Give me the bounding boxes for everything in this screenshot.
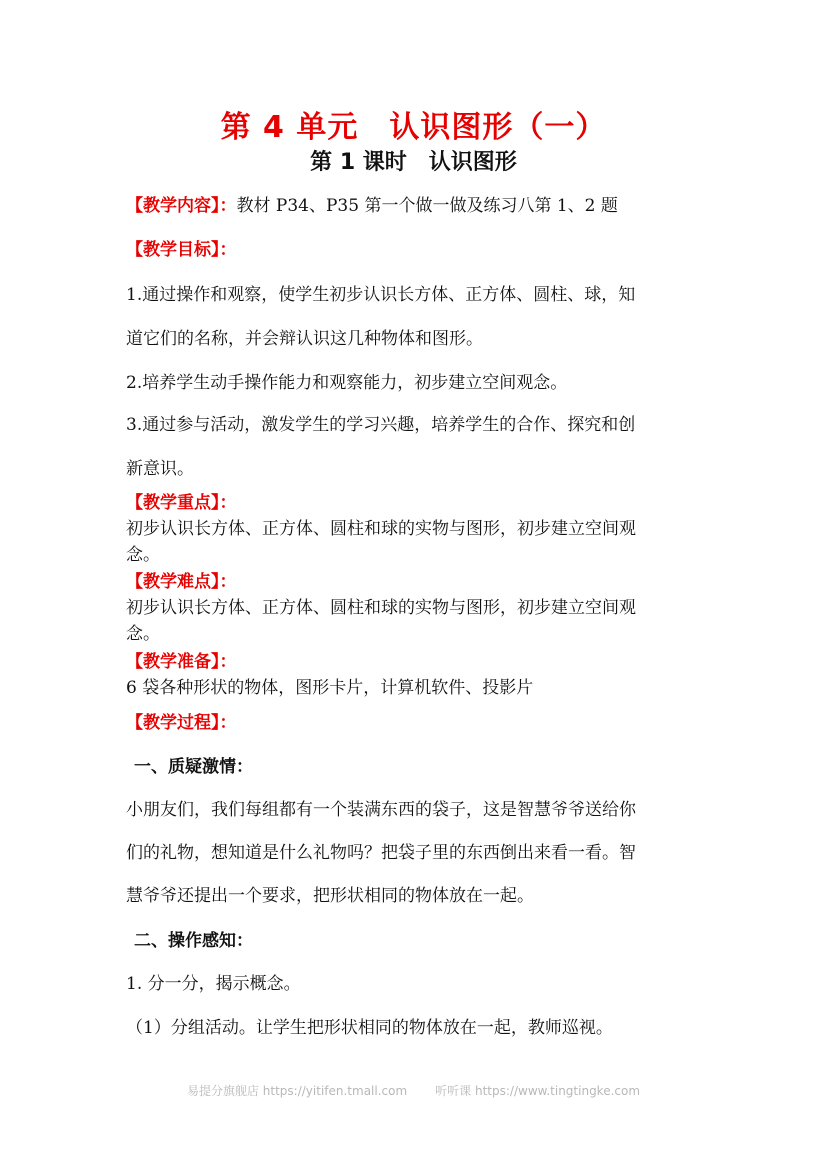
- teaching-content-label: 【教学内容】：: [126, 196, 237, 216]
- goal-line: 3.通过参与活动，激发学生的学习兴趣，培养学生的合作、探究和创: [126, 415, 636, 435]
- key-points-label: 【教学重点】：: [126, 493, 237, 513]
- footer-right-text: 听听课 https://www.tingtingke.com: [435, 1084, 641, 1098]
- difficulties-label: 【教学难点】：: [126, 572, 237, 592]
- footer-watermark: [0, 1082, 827, 1099]
- section1-line: 们的礼物，想知道是什么礼物吗？把袋子里的东西倒出来看一看。智: [126, 843, 636, 863]
- section1-line: 慧爷爷还提出一个要求，把形状相同的物体放在一起。: [126, 886, 534, 906]
- section2-line: （1）分组活动。让学生把形状相同的物体放在一起，教师巡视。: [126, 1018, 613, 1038]
- difficulties-line: 初步认识长方体、正方体、圆柱和球的实物与图形，初步建立空间观: [126, 598, 636, 618]
- footer-left-text: 易提分旗舰店 https://yitifen.tmall.com: [186, 1084, 408, 1098]
- section1-line: 小朋友们，我们每组都有一个装满东西的袋子，这是智慧爷爷送给你: [126, 800, 636, 820]
- process-label: 【教学过程】：: [126, 713, 237, 733]
- teaching-goals-label: 【教学目标】：: [126, 240, 237, 260]
- section2-line: 1. 分一分，揭示概念。: [126, 974, 301, 994]
- key-points-line: 念。: [126, 545, 160, 565]
- section-heading-1: 一、质疑激情：: [134, 757, 253, 777]
- page-title: 第 4 单元 认识图形（一）: [220, 110, 607, 145]
- preparation-label: 【教学准备】：: [126, 652, 237, 672]
- preparation-text: 6 袋各种形状的物体，图形卡片，计算机软件、投影片: [126, 678, 534, 698]
- goal-line: 2.培养学生动手操作能力和观察能力，初步建立空间观念。: [126, 373, 568, 393]
- teaching-content-text: 教材 P34、P35 第一个做一做及练习八第 1、2 题: [236, 196, 618, 216]
- key-points-line: 初步认识长方体、正方体、圆柱和球的实物与图形，初步建立空间观: [126, 519, 636, 539]
- goal-line: 道它们的名称，并会辩认识这几种物体和图形。: [126, 329, 483, 349]
- lesson-subtitle: 第 1 课时 认识图形: [310, 150, 517, 175]
- goal-line: 1.通过操作和观察，使学生初步认识长方体、正方体、圆柱、球，知: [126, 285, 636, 305]
- teaching-content-row: [126, 191, 618, 216]
- difficulties-line: 念。: [126, 624, 160, 644]
- goal-line: 新意识。: [126, 459, 194, 479]
- section-heading-2: 二、操作感知：: [134, 931, 253, 951]
